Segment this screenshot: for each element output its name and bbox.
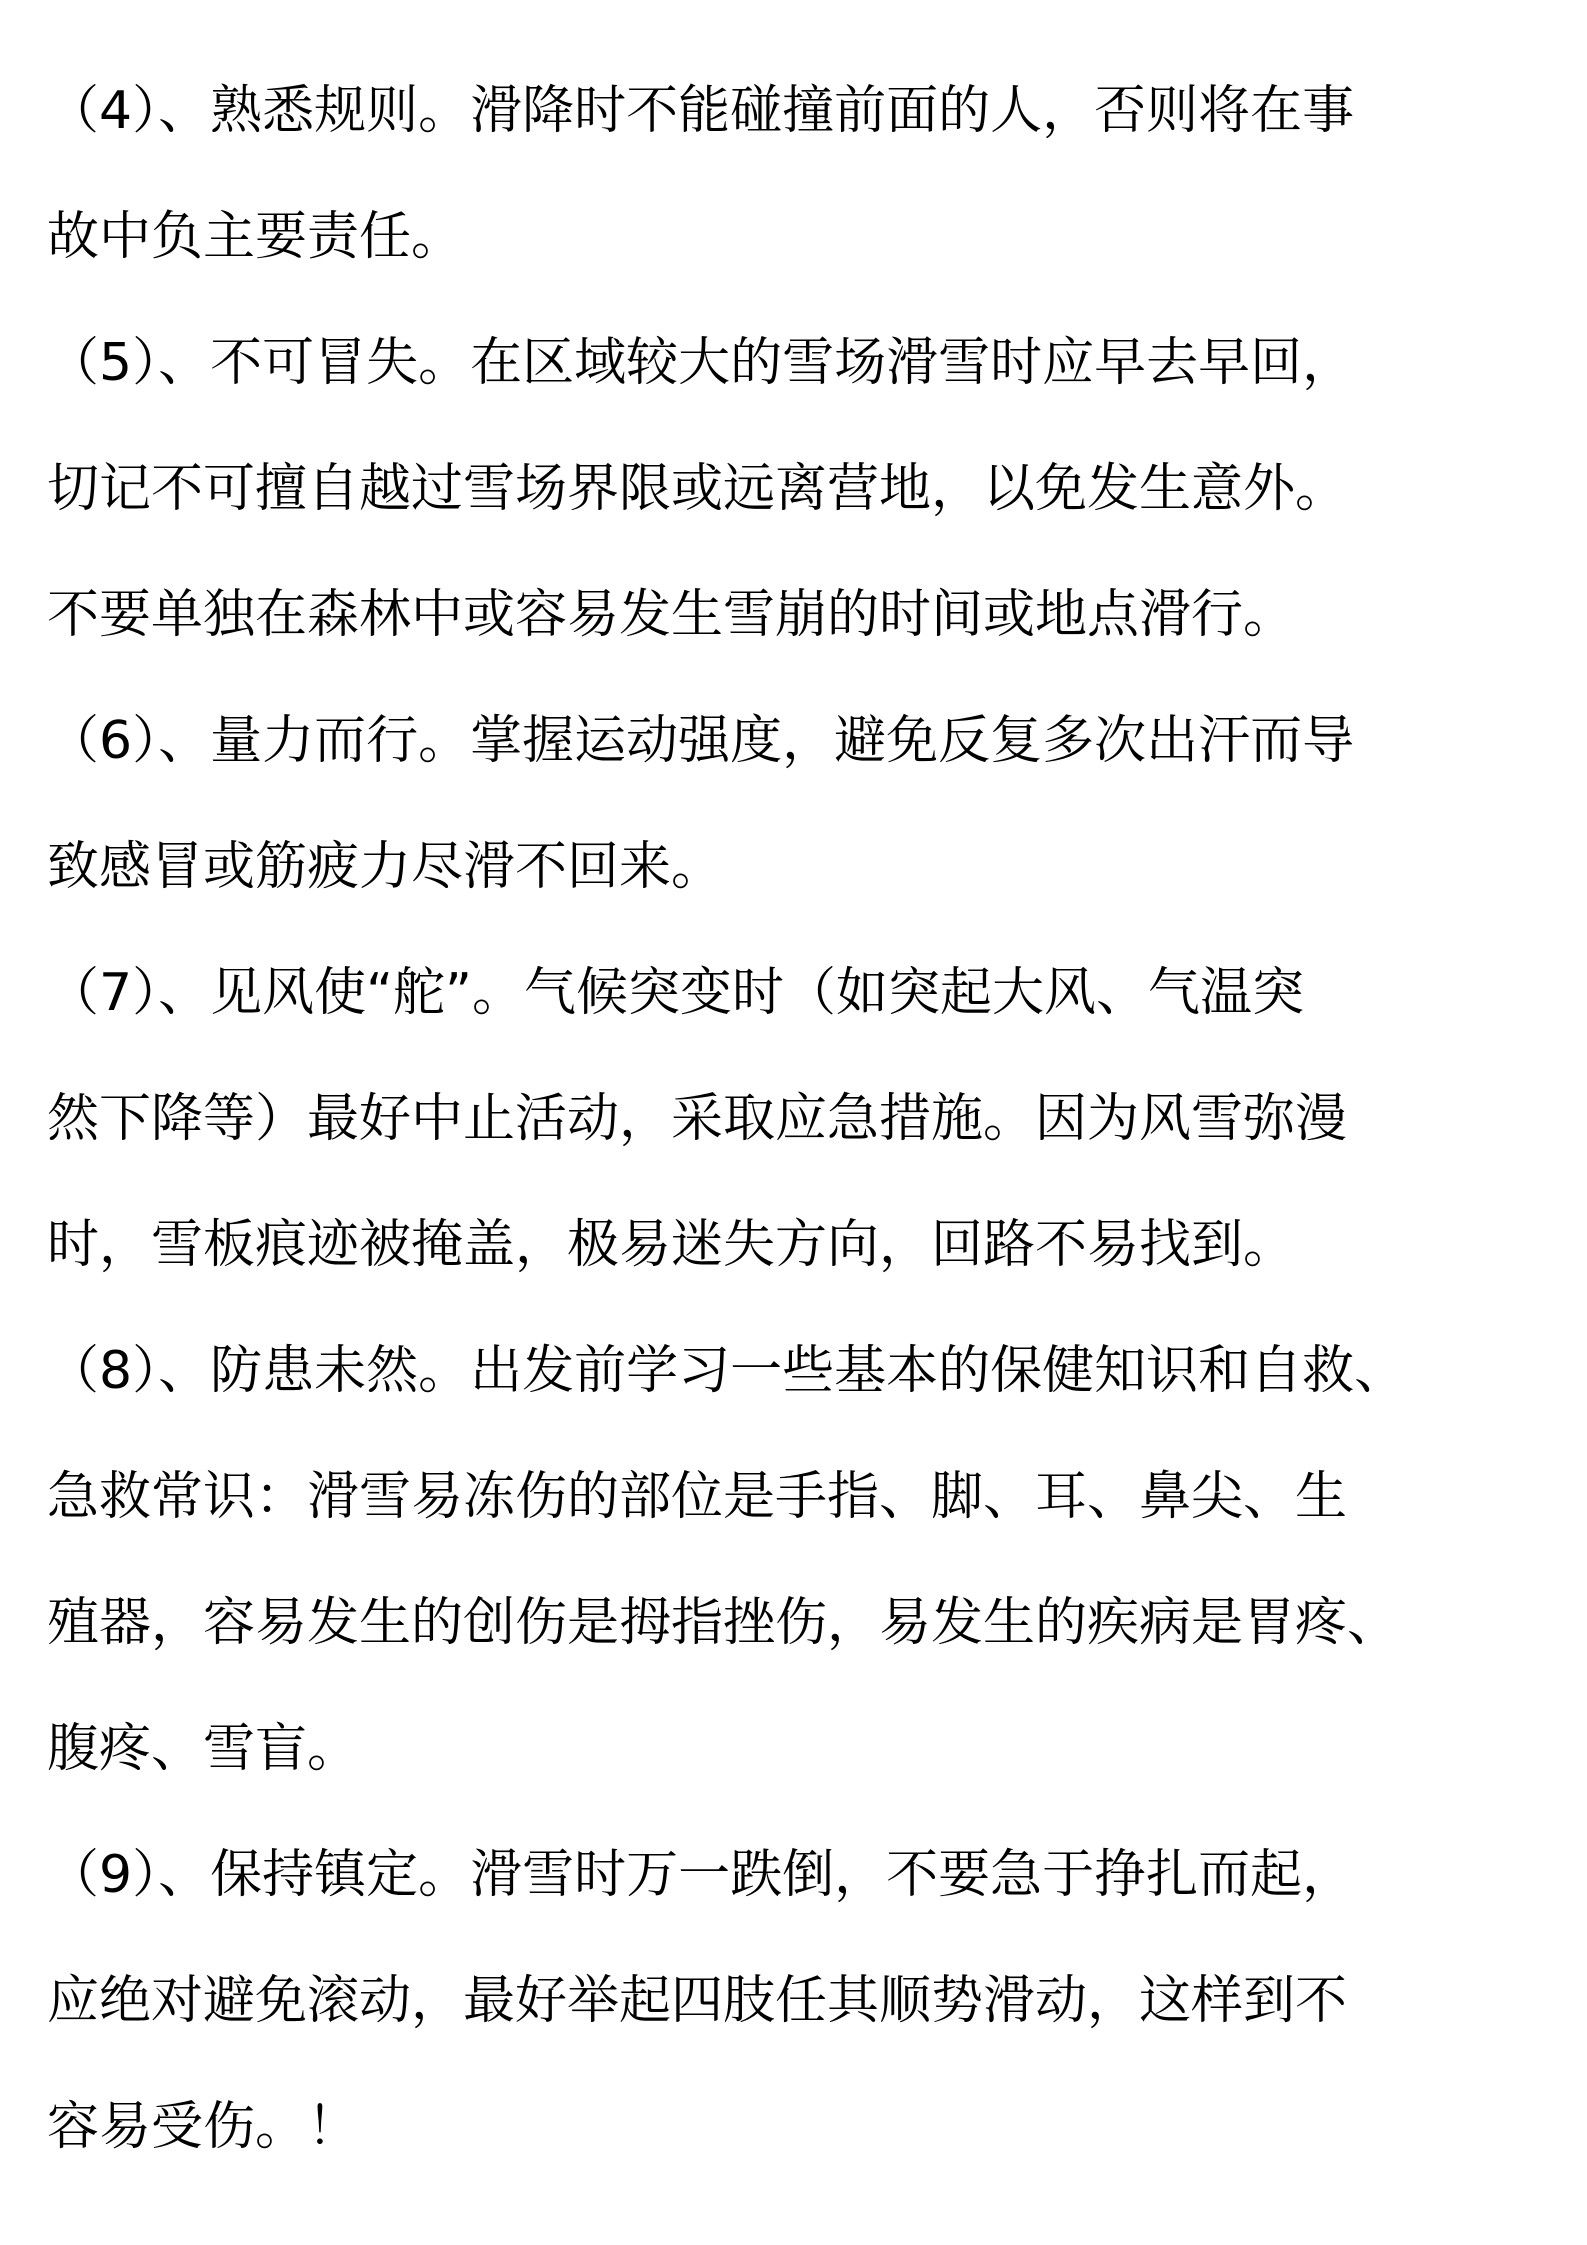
paragraph-line: （4）、熟悉规则。滑降时不能碰撞前面的人，否则将在事 (47, 81, 1355, 141)
paragraph-5 (47, 300, 1544, 678)
paragraph-line: 腹疼、雪盲。 (47, 1719, 360, 1779)
paragraph-line: 然下降等）最好中止活动，采取应急措施。因为风雪弥漫 (47, 1089, 1348, 1149)
paragraph-line: （9）、保持镇定。滑雪时万一跌倒，不要急于挣扎而起， (47, 1845, 1355, 1905)
paragraph-line: 容易受伤。！ (47, 2097, 360, 2157)
paragraph-line: 急救常识：滑雪易冻伤的部位是手指、脚、耳、鼻尖、生 (47, 1467, 1348, 1527)
paragraph-line: （5）、不可冒失。在区域较大的雪场滑雪时应早去早回， (47, 333, 1355, 393)
document-page (47, 48, 1544, 2190)
paragraph-line: 故中负主要责任。 (47, 207, 464, 267)
paragraph-line: （7）、见风使“舵”。气候突变时（如突起大风、气温突 (47, 963, 1304, 1023)
paragraph-line: 殖器，容易发生的创伤是拇指挫伤，易发生的疾病是胃疼、 (47, 1593, 1400, 1653)
paragraph-7 (47, 930, 1544, 1308)
paragraph-9 (47, 1812, 1544, 2190)
paragraph-line: 应绝对避免滚动，最好举起四肢任其顺势滑动，这样到不 (47, 1971, 1348, 2031)
paragraph-8 (47, 1308, 1544, 1812)
paragraph-6 (47, 678, 1544, 930)
paragraph-line: （6）、量力而行。掌握运动强度，避免反复多次出汗而导 (47, 711, 1355, 771)
paragraph-line: 不要单独在森林中或容易发生雪崩的时间或地点滑行。 (47, 585, 1296, 645)
paragraph-line: （8）、防患未然。出发前学习一些基本的保健知识和自救、 (47, 1341, 1407, 1401)
paragraph-line: 时，雪板痕迹被掩盖，极易迷失方向，回路不易找到。 (47, 1215, 1296, 1275)
paragraph-line: 切记不可擅自越过雪场界限或远离营地，以免发生意外。 (47, 459, 1348, 519)
paragraph-line: 致感冒或筋疲力尽滑不回来。 (47, 837, 724, 897)
paragraph-4 (47, 48, 1544, 300)
